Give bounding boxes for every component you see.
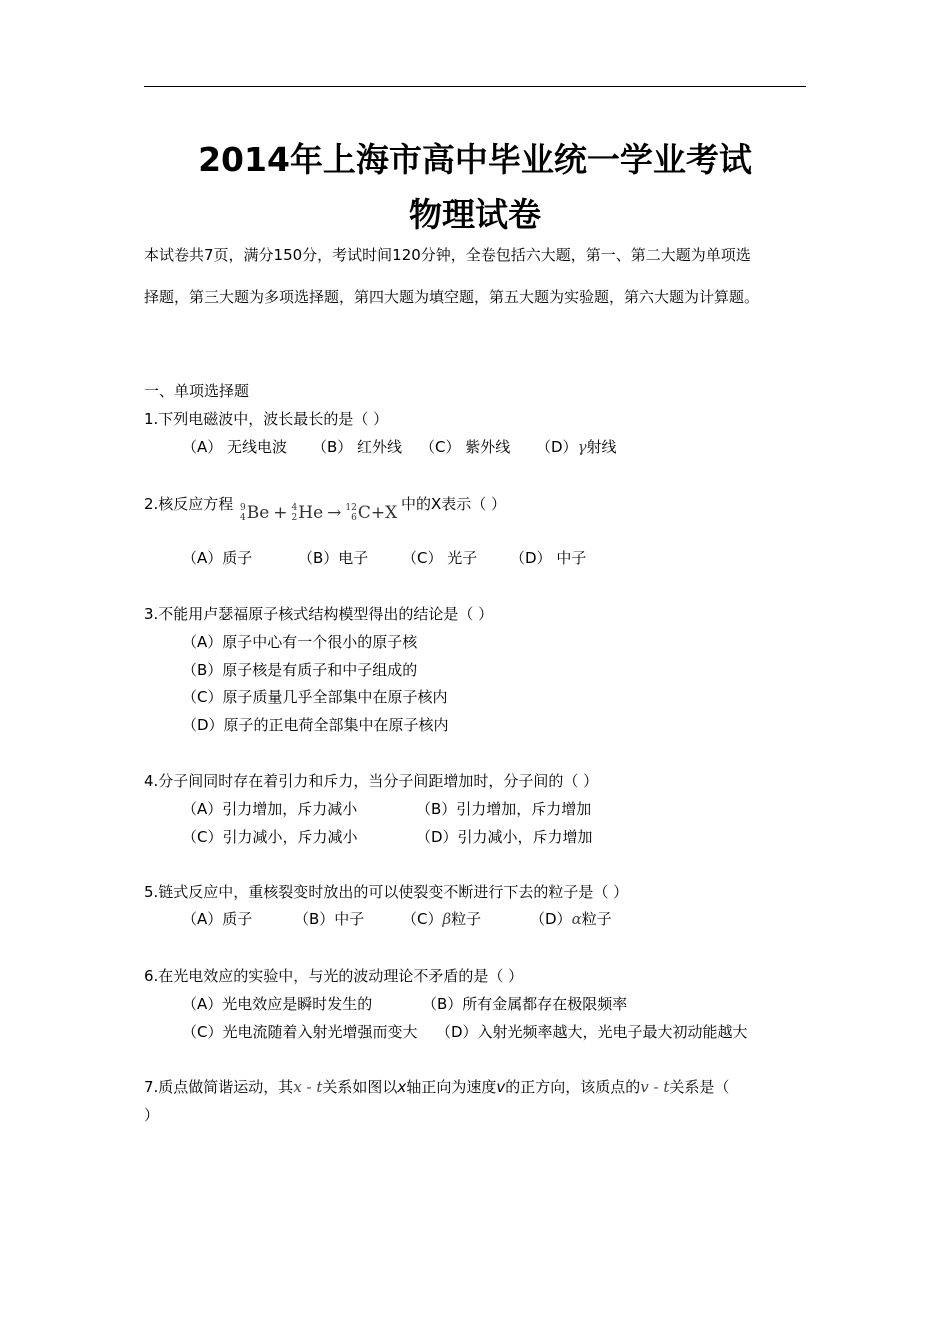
q6-option-d: （D）入射光频率越大，光电子最大初动能越大	[436, 1023, 748, 1041]
he-symbol: He	[298, 503, 324, 523]
velocity-symbol: v	[496, 1078, 506, 1096]
be-mass-number: 9	[240, 503, 246, 513]
q4-option-a: （A）引力增加，斥力减小	[182, 800, 358, 818]
reaction-arrow: →	[327, 503, 342, 523]
q4-stem: 4.分子间同时存在着引力和斥力，当分子间距增加时，分子间的（ ）	[144, 772, 599, 790]
q3-option-d: （D）原子的正电荷全部集中在原子核内	[182, 716, 449, 734]
nuclide-be	[240, 503, 269, 523]
gamma-symbol: γ	[577, 438, 587, 456]
intro-line-1: 本试卷共7页，满分150分，考试时间120分钟，全卷包括六大题，第一、第二大题为单项选	[144, 246, 751, 264]
q3-option-b: （B）原子核是有质子和中子组成的	[182, 661, 418, 679]
q5-option-d	[530, 909, 612, 929]
q4-option-b: （B）引力增加，斥力增加	[416, 800, 592, 818]
q6-stem: 6.在光电效应的实验中，与光的波动理论不矛盾的是（ ）	[144, 967, 524, 985]
q6-option-c: （C）光电流随着入射光增强而变大	[182, 1023, 418, 1041]
he-mass-number: 4	[291, 503, 298, 513]
q3-option-c: （C）原子质量几乎全部集中在原子核内	[182, 688, 448, 706]
q2-option-c: （C） 光子	[402, 549, 478, 567]
alpha-symbol: α	[571, 910, 582, 928]
q3-option-a: （A）原子中心有一个很小的原子核	[182, 633, 418, 651]
be-charge-number: 4	[240, 513, 246, 523]
q4-option-c: （C）引力减小，斥力减小	[182, 828, 358, 846]
q1-stem: 1.下列电磁波中，波长最长的是（ ）	[144, 410, 389, 428]
q5-option-a: （A）质子	[182, 910, 253, 928]
c-charge-number: 6	[351, 513, 357, 523]
q2-stem-prefix: 2.核反应方程	[144, 495, 234, 513]
q5-option-d-label: （D）	[530, 910, 572, 928]
q2-option-d: （D） 中子	[510, 549, 587, 567]
c-symbol: C	[357, 503, 371, 523]
exam-subject: 物理试卷	[409, 195, 541, 234]
c-mass-number: 12	[345, 503, 357, 513]
beta-symbol: β	[442, 910, 452, 928]
q6-option-a: （A）光电效应是瞬时发生的	[182, 995, 373, 1013]
section-heading: 一、单项选择题	[144, 382, 250, 400]
x-symbol: X	[385, 503, 398, 523]
q1-option-b: （B） 红外线	[312, 438, 403, 456]
q7-stem-part-b: 关系如图以	[322, 1078, 398, 1096]
q5-option-b: （B）中子	[294, 910, 365, 928]
q2-option-a: （A）质子	[182, 549, 253, 567]
header-rule	[144, 86, 806, 87]
q1-option-a: （A） 无线电波	[182, 438, 288, 456]
q7-stem-part-c: 轴正向为速度	[406, 1078, 497, 1096]
he-charge-number: 2	[291, 513, 298, 523]
q7-stem	[144, 1077, 729, 1097]
q5-stem: 5.链式反应中，重核裂变时放出的可以使裂变不断进行下去的粒子是（ ）	[144, 883, 629, 901]
nuclide-c	[345, 503, 370, 523]
intro-line-2: 择题，第三大题为多项选择题，第四大题为填空题，第五大题为实验题，第六大题为计算题。	[144, 288, 760, 306]
plus-sign: +	[273, 503, 288, 523]
plus-sign-2: +	[370, 503, 386, 523]
q6-option-b: （B）所有金属都存在极限频率	[422, 995, 628, 1013]
q2-option-b: （B）电子	[298, 549, 369, 567]
vt-relation: v - t	[640, 1078, 670, 1096]
be-symbol: Be	[246, 503, 270, 523]
q1-option-d	[536, 437, 617, 457]
nuclear-equation	[240, 503, 397, 523]
q7-stem-part-d: 的正方向，该质点的	[505, 1078, 641, 1096]
q1-option-c: （C） 紫外线	[420, 438, 511, 456]
q7-stem-part-a: 7.质点做简谐运动，其	[144, 1078, 294, 1096]
xt-relation: x - t	[293, 1078, 323, 1096]
q1-option-d-label: （D）	[536, 438, 578, 456]
x-axis-symbol: x	[397, 1078, 407, 1096]
q7-stem-end: ）	[144, 1106, 160, 1124]
q2-stem-suffix: 中的X表示（ ）	[401, 495, 507, 513]
q5-option-c-text: 粒子	[451, 910, 482, 928]
q7-stem-part-e: 关系是（	[669, 1078, 730, 1096]
nuclide-he	[292, 503, 324, 523]
exam-title: 2014年上海市高中毕业统一学业考试	[198, 140, 752, 179]
q5-option-c	[402, 909, 481, 929]
q5-option-c-label: （C）	[402, 910, 443, 928]
q1-option-d-text: 射线	[586, 438, 617, 456]
q5-option-d-text: 粒子	[581, 910, 612, 928]
q3-stem: 3.不能用卢瑟福原子核式结构模型得出的结论是（ ）	[144, 605, 494, 623]
q4-option-d: （D）引力减小，斥力增加	[416, 828, 593, 846]
